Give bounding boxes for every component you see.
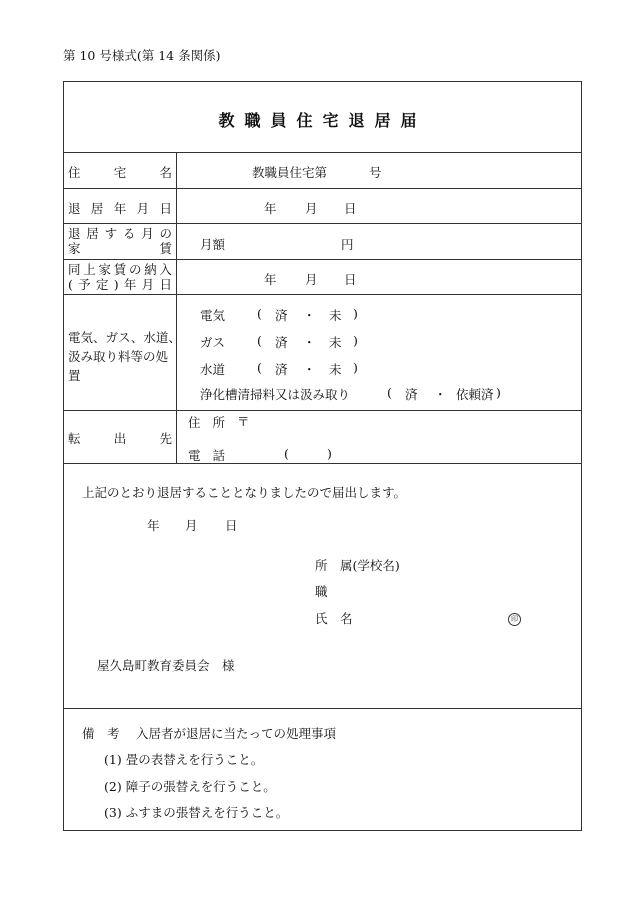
applicant-name-label: 氏 名 xyxy=(315,611,353,626)
move-out-month: 月 xyxy=(305,201,318,216)
move-out-year: 年 xyxy=(264,201,277,216)
water-not-option[interactable]: 未 xyxy=(329,362,342,377)
declaration-statement: 上記のとおり退居することとなりましたので届出します。 xyxy=(82,485,407,500)
row-divider xyxy=(64,259,581,260)
gas-done-option[interactable]: 済 xyxy=(275,335,288,350)
row-divider xyxy=(64,152,581,153)
declaration-day: 日 xyxy=(225,518,238,533)
housing-number-field[interactable] xyxy=(329,161,367,177)
payment-year: 年 xyxy=(264,272,277,287)
forwarding-label: 転 出 先 xyxy=(68,431,172,446)
recipient: 屋久島町教育委員会 様 xyxy=(97,658,235,673)
remarks-item: (2) 障子の張替えを行うこと。 xyxy=(104,779,276,794)
remarks-label: 備 考 xyxy=(82,726,120,741)
utilities-label: 電気、ガス、水道、 汲み取り料等の処 置 xyxy=(68,330,181,383)
declaration-year: 年 xyxy=(147,518,160,533)
electricity-not-option[interactable]: 未 xyxy=(329,308,342,323)
water-done-option[interactable]: 済 xyxy=(275,362,288,377)
rent-yen-unit: 円 xyxy=(341,237,354,252)
housing-name-suffix: 号 xyxy=(369,165,382,180)
housing-name-label: 住 宅 名 xyxy=(68,165,172,180)
payment-date-label: 同 上 家 賃 の 納 入 ( 予 定 ) 年 月 日 xyxy=(68,262,172,292)
move-out-date-label: 退 居 年 月 日 xyxy=(68,201,172,216)
rent-label: 退 居 す る 月 の 家 賃 xyxy=(68,226,172,256)
row-divider xyxy=(64,410,581,411)
address-field[interactable] xyxy=(254,412,574,430)
declaration-month: 月 xyxy=(185,518,198,533)
septic-done-option[interactable]: 済 xyxy=(405,387,418,402)
applicant-name-field[interactable] xyxy=(394,606,504,624)
position-label: 職 xyxy=(315,584,328,599)
address-label: 住 所 xyxy=(188,415,226,430)
move-out-form: 教職員住宅退居届 住 宅 名 教職員住宅第 号 退 居 年 月 日 年 月 日 退 居 す る 月 の 家 賃 月額 円 同 上 家 賃 の 納 入 ( 予 定 ) 年 月 日 年 月 日 電気、ガス、水道、 汲み取り料等の処 置 電気 ( 済 ・ 未 ) ガス ( 済 ・ 未 ) 水道 ( 済 ・ 未 ) 浄化槽清掃料又は汲み取り ( 済 ・ 依頼済 ) 転 出 先 住 所 〒 電 話 ( ) 上記のとおり退居することとなりましたので届出します。 年 月 日 所 属(学校名) 職 氏 名 印 屋久島町教育委員会 様 備 考 入居者が退居に当たっての処理事項 (1) 畳の表替えを行うこと。 (2) 障子の張替えを行うこと。 (3) ふすまの張替えを行うこと。 xyxy=(63,81,582,831)
row-divider xyxy=(64,708,581,709)
septic-requested-option[interactable]: 依頼済 xyxy=(456,387,494,402)
phone-field[interactable] xyxy=(244,444,574,461)
postal-mark-icon: 〒 xyxy=(237,414,250,429)
move-out-day: 日 xyxy=(344,201,357,216)
phone-area-close: ) xyxy=(327,446,332,461)
payment-month: 月 xyxy=(305,272,318,287)
row-divider xyxy=(64,463,581,464)
row-divider xyxy=(64,294,581,295)
seal-icon: 印 xyxy=(508,609,521,626)
payment-day: 日 xyxy=(344,272,357,287)
housing-name-prefix: 教職員住宅第 xyxy=(252,165,328,180)
column-divider xyxy=(176,152,177,463)
remarks-item: (1) 畳の表替えを行うこと。 xyxy=(104,752,264,767)
phone-area-open: ( xyxy=(284,446,289,461)
form-number-header: 第 10 号様式(第 14 条関係) xyxy=(63,48,221,63)
row-divider xyxy=(64,223,581,224)
rent-monthly-label: 月額 xyxy=(200,237,226,252)
electricity-done-option[interactable]: 済 xyxy=(275,308,288,323)
row-divider xyxy=(64,188,581,189)
affiliation-label: 所 属(学校名) xyxy=(315,558,400,573)
remarks-item: (3) ふすまの張替えを行うこと。 xyxy=(104,805,289,820)
phone-label: 電 話 xyxy=(188,448,226,463)
gas-not-option[interactable]: 未 xyxy=(329,335,342,350)
remarks-intro: 入居者が退居に当たっての処理事項 xyxy=(136,726,337,741)
form-title: 教職員住宅退居届 xyxy=(218,111,427,130)
